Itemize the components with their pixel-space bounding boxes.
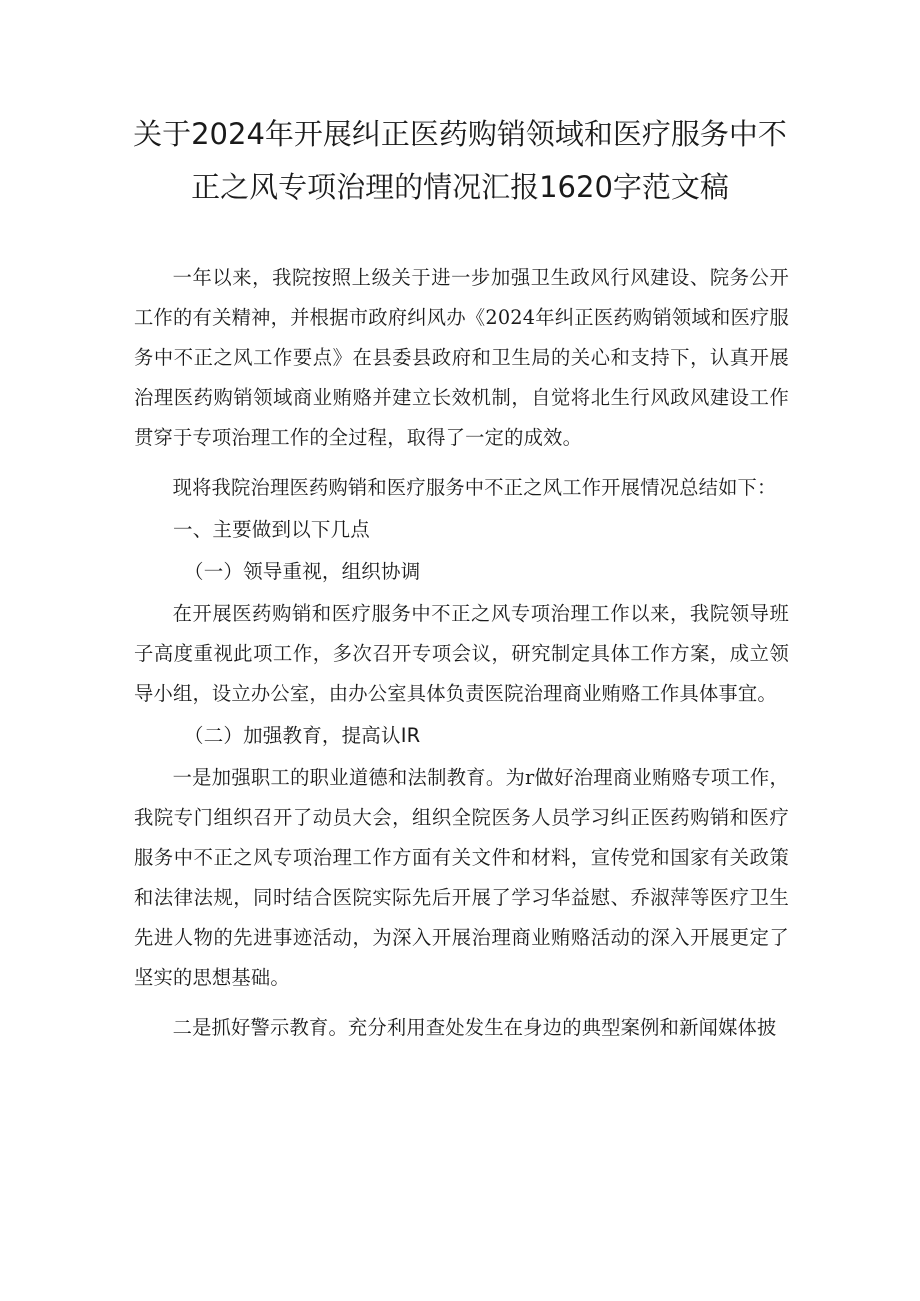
document-title (110, 108, 810, 214)
title-line-1: 关于2024年开展纠正医药购销领域和医疗服务中不 (133, 117, 787, 151)
subsection-1-paragraph: 在开展医药购销和医疗服务中不正之风专项治理工作以来，我院领导班子高度重视此项工作，多次召开专项会议，研究制定具体工作方案，成立领导小组，设立办公室，由办公室具体负责医院治理商业贿赂工作具体事宜。 (134, 602, 789, 705)
subsection-1-heading: （一）领导重视，组织协调 (184, 560, 421, 583)
subsection-2-heading: （二）加强教育，提高认IR (184, 724, 421, 747)
subsection-2-paragraph-2: 二是抓好警示教育。充分利用查处发生在身边的典型案例和新闻媒体披 (172, 1016, 777, 1039)
summary-paragraph: 现将我院治理医药购销和医疗服务中不正之风工作开展情况总结如下： (172, 476, 777, 499)
intro-paragraph: 一年以来，我院按照上级关于进一步加强卫生政风行风建设、院务公开工作的有关精神，并根据市政府纠风办《2024年纠正医药购销领域和医疗服务中不正之风工作要点》在县委县政府和卫生局的关心和支持下，认真开展治理医药购销领域商业贿赂并建立长效机制，自觉将北生行风政风建设工作贯穿于专项治理工作的全过程，取得了一定的成效。 (134, 266, 789, 449)
title-line-2: 正之风专项治理的情况汇报1620字范文稿 (191, 170, 729, 204)
section-1-heading: 一、主要做到以下几点 (173, 518, 371, 541)
document-body (134, 258, 789, 1048)
subsection-2-paragraph-1: 一是加强职工的职业道德和法制教育。为r做好治理商业贿赂专项工作，我院专门组织召开了动员大会，组织全院医务人员学习纠正医药购销和医疗服务中不正之风专项治理工作方面有关文件和材料，宣传党和国家有关政策和法律法规，同时结合医院实际先后开展了学习华益慰、乔淑萍等医疗卫生先进人物的先进事迹活动，为深入开展治理商业贿赂活动的深入开展更定了坚实的思想基础。 (134, 766, 789, 989)
